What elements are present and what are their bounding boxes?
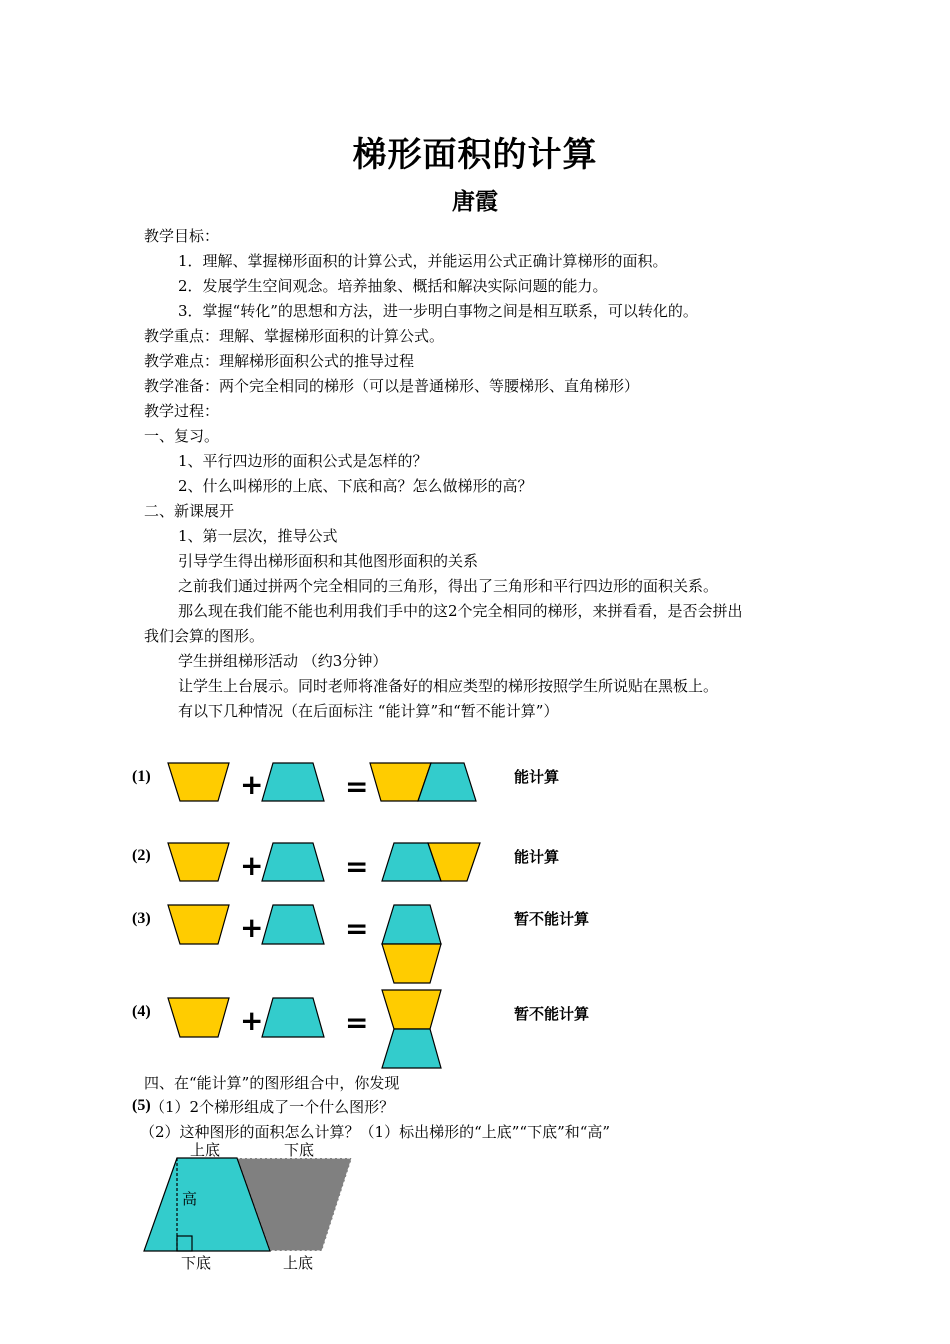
page-title: 梯形面积的计算 (352, 135, 598, 175)
text-line: 引导学生得出梯形面积和其他图形面积的关系 (178, 552, 479, 570)
author-name: 唐霞 (452, 189, 498, 215)
teal-trapezoid (382, 905, 441, 944)
text-line: 1．理解、掌握梯形面积的计算公式，并能运用公式正确计算梯形的面积。 (178, 252, 668, 270)
teal-trapezoid (382, 1029, 441, 1068)
teal-trapezoid (262, 843, 324, 881)
teal-trapezoid (262, 905, 324, 944)
text-line: 之前我们通过拼两个完全相同的三角形，得出了三角形和平行四边形的面积关系。 (178, 577, 719, 595)
text-line: 我们会算的图形。 (144, 627, 265, 645)
text-line: 二、新课展开 (144, 502, 235, 520)
text-line: 2．发展学生空间观念。培养抽象、概括和解决实际问题的能力。 (178, 277, 608, 295)
text-line: 四、在“能计算”的图形组合中，你发现 (144, 1074, 400, 1092)
text-line: 3．掌握“转化”的思想和方法，进一步明白事物之间是相互联系，可以转化的。 (178, 302, 698, 320)
plus-sign: + (240, 911, 264, 944)
text-line: 教学难点：理解梯形面积公式的推导过程 (144, 352, 415, 370)
text-line: 1、平行四边形的面积公式是怎样的？ (178, 452, 428, 470)
yellow-trapezoid (168, 843, 229, 881)
text-line: 教学重点：理解、掌握梯形面积的计算公式。 (144, 327, 445, 345)
text-line: 一、复习。 (144, 427, 220, 445)
case-label: (2) (132, 847, 151, 864)
text-line: 让学生上台展示。同时老师将准备好的相应类型的梯形按照学生所说贴在黑板上。 (178, 677, 719, 695)
equals-sign: = (345, 1006, 369, 1039)
height-label: 高 (182, 1190, 198, 1208)
equals-sign: = (345, 912, 369, 945)
teal-trapezoid (262, 998, 324, 1037)
text-line: 有以下几种情况（在后面标注 “能计算”和“暂不能计算”） (178, 702, 559, 720)
equals-sign: = (345, 850, 369, 883)
case-result: 暂不能计算 (514, 910, 590, 928)
text-line: 那么现在我们能不能也利用我们手中的这2个完全相同的梯形，来拼看看，是否会拼出 (178, 602, 743, 620)
yellow-trapezoid (168, 763, 229, 801)
yellow-trapezoid (168, 905, 229, 944)
case-result: 暂不能计算 (514, 1005, 590, 1023)
plus-sign: + (240, 1004, 264, 1037)
text-line: 教学目标： (144, 227, 220, 245)
yellow-trapezoid (382, 944, 441, 983)
plus-sign: + (240, 849, 264, 882)
bottom-base-label: 下底 (181, 1254, 212, 1272)
plus-sign: + (240, 768, 264, 801)
case-label: (1) (132, 768, 151, 785)
case-label: (4) (132, 1003, 151, 1020)
yellow-trapezoid (168, 998, 229, 1037)
text-line: （1）2个梯形组成了一个什么图形？ (150, 1098, 395, 1116)
top-base-label: 上底 (190, 1141, 221, 1159)
bottom-base-label-top: 下底 (284, 1141, 315, 1159)
case-result: 能计算 (514, 768, 560, 786)
text-line: 1、第一层次，推导公式 (178, 527, 338, 545)
equals-sign: = (345, 770, 369, 803)
text-line: 学生拼组梯形活动 （约3分钟） (178, 652, 388, 670)
case-label: (5) (132, 1097, 151, 1114)
case-label: (3) (132, 910, 151, 927)
text-line: 教学过程： (144, 402, 220, 420)
text-line: 2、什么叫梯形的上底、下底和高？怎么做梯形的高？ (178, 477, 533, 495)
text-line: （2）这种图形的面积怎么计算？（1）标出梯形的“上底”“下底”和“高” (140, 1123, 611, 1141)
case-result: 能计算 (514, 848, 560, 866)
text-line: 教学准备：两个完全相同的梯形（可以是普通梯形、等腰梯形、直角梯形） (144, 377, 640, 395)
top-base-label-bottom: 上底 (283, 1254, 314, 1272)
yellow-trapezoid (382, 990, 441, 1029)
teal-trapezoid (262, 763, 324, 801)
